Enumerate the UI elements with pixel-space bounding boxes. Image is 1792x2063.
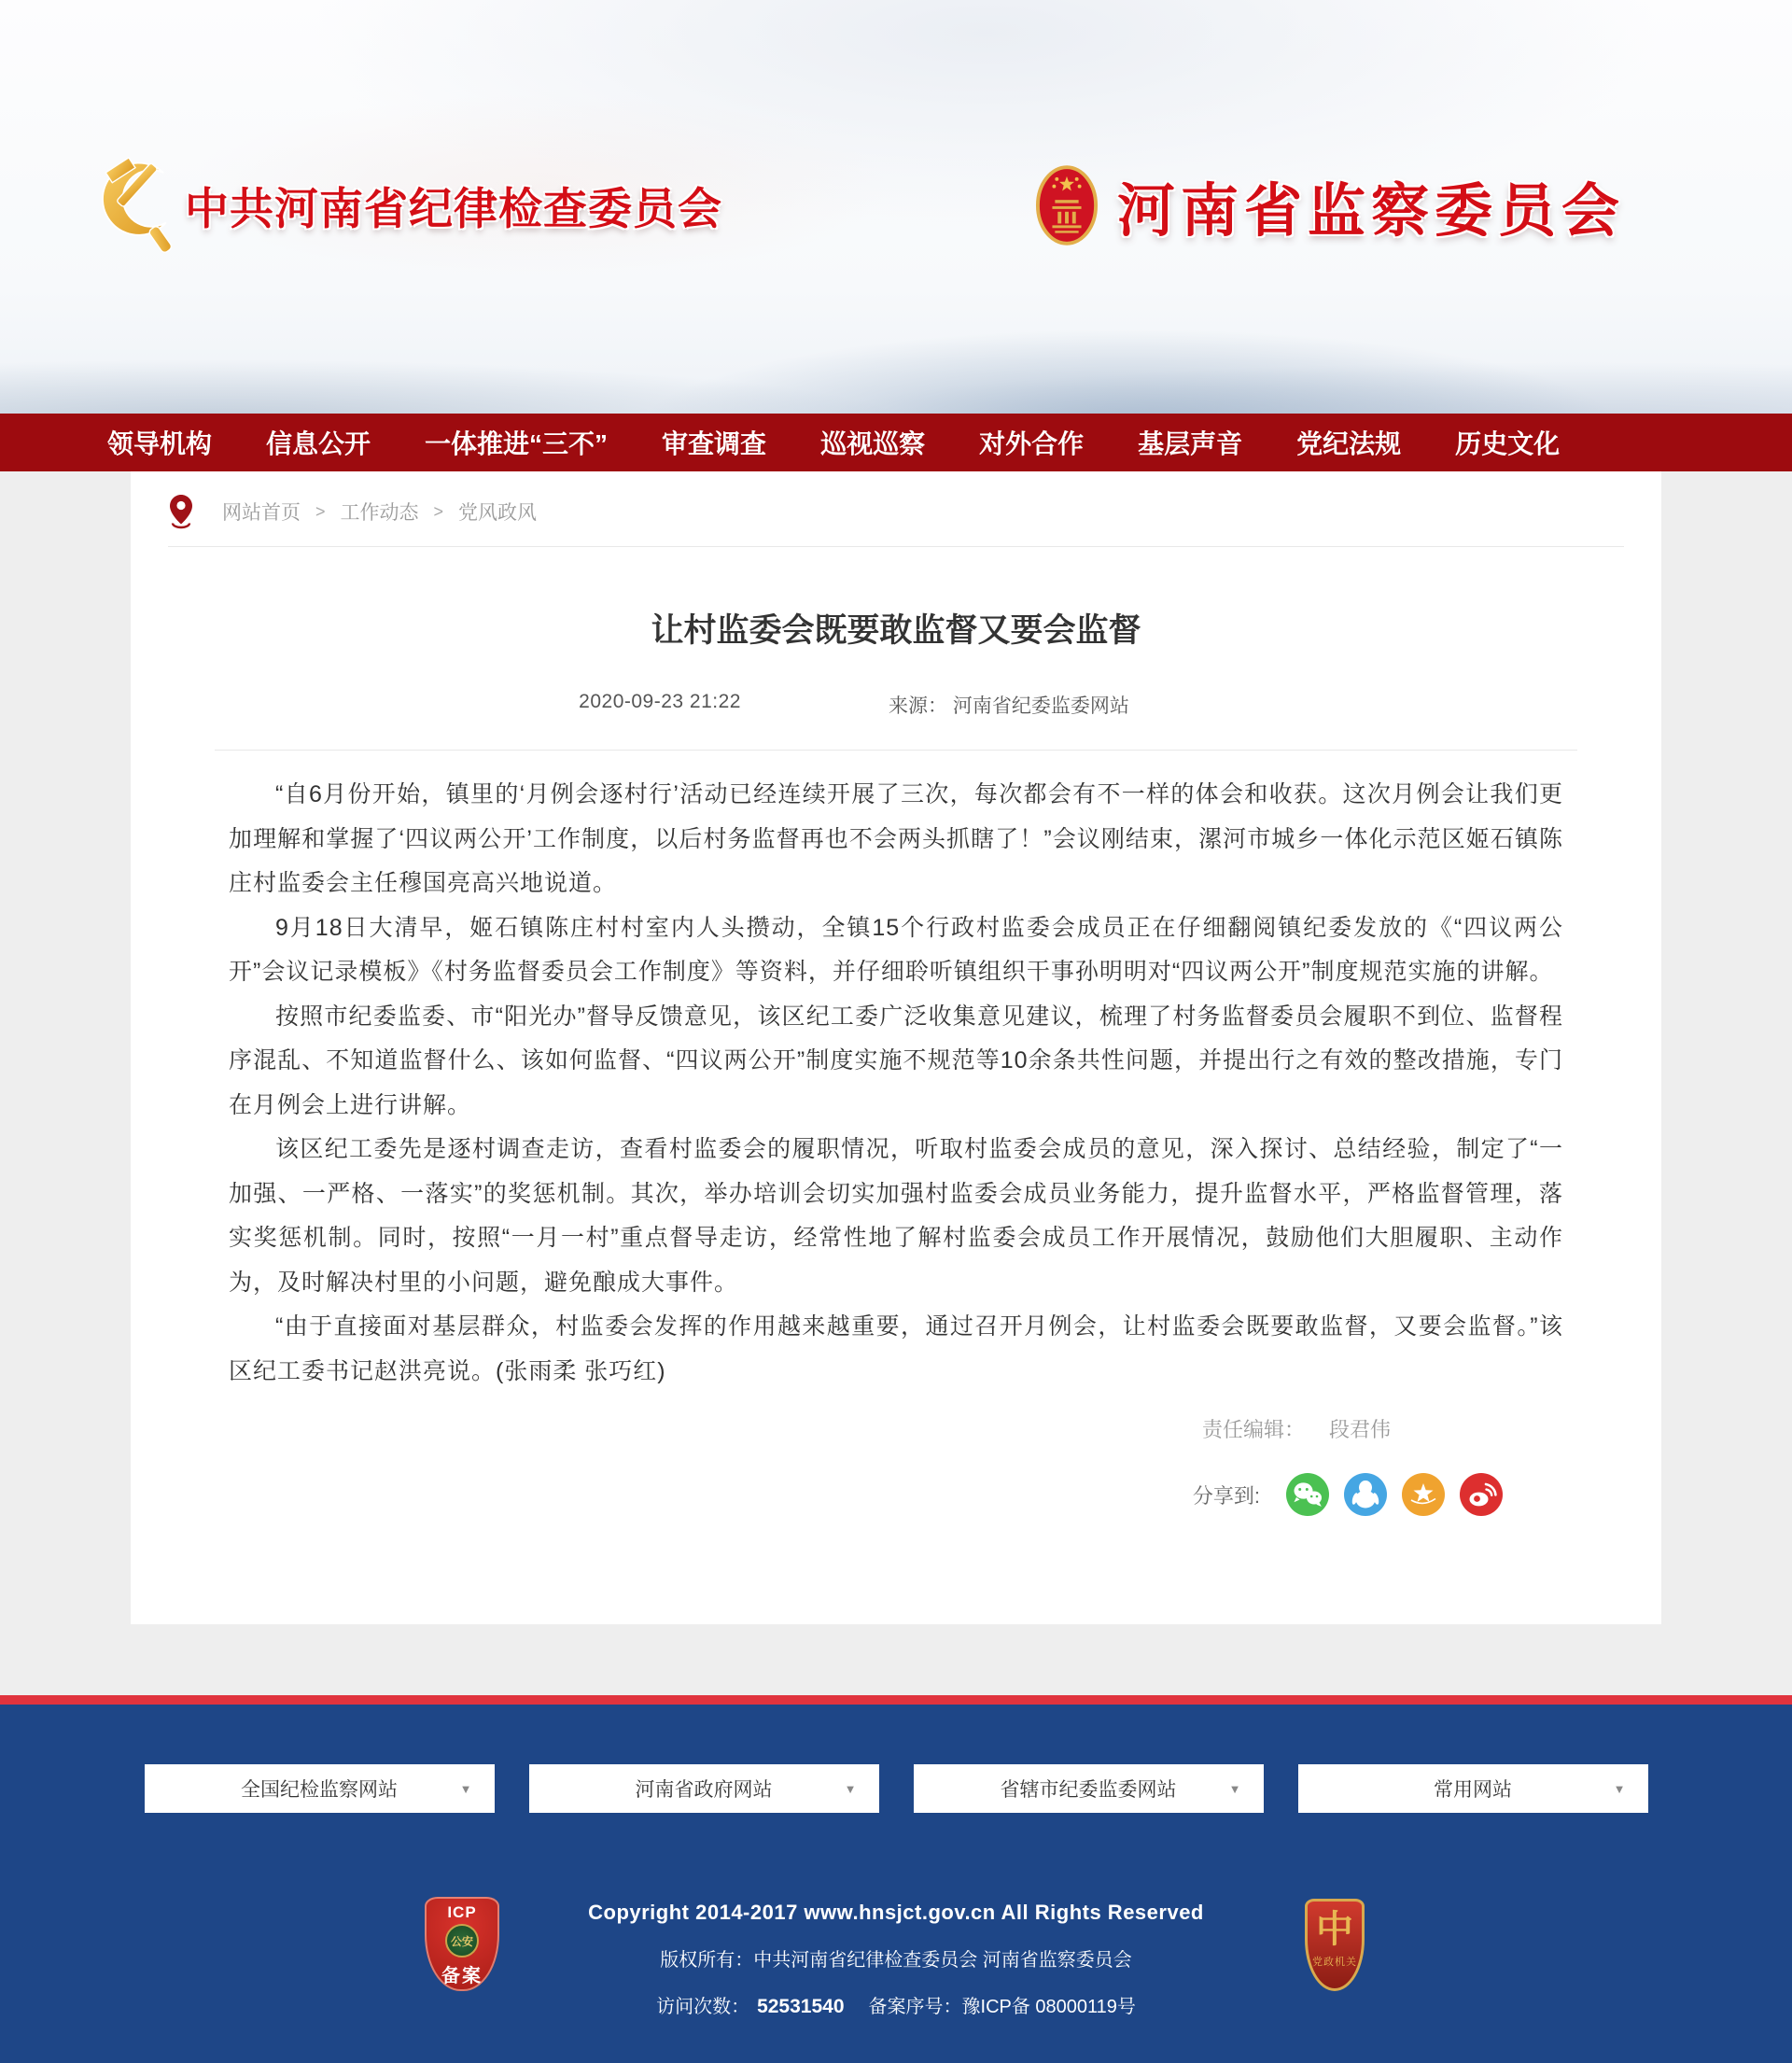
select-label: 常用网站 (1434, 1779, 1512, 1801)
icp-badge-police: 公安 (445, 1924, 479, 1958)
article-paragraph: “自6月份开始，镇里的‘月例会逐村行’活动已经连续开展了三次，每次都会有不一样的体会和收获。这次月例会让我们更加理解和掌握了‘四议两公开’工作制度，以后村务监督再也不会两头抓瞎了！”会议刚结束，漯河市城乡一体化示范区姬石镇陈庄村监委会主任穆国亮高兴地说道。 (229, 781, 1563, 896)
nav-item-review-investigation[interactable]: 审查调查 (662, 429, 767, 458)
article-date: 2020-09-23 21:22 (579, 691, 741, 712)
breadcrumb-work-news[interactable]: 工作动态 (340, 502, 419, 524)
copyright-block (0, 1901, 1792, 2018)
site-title-discipline-commission: 中共河南省纪律检查委员会 (185, 183, 722, 233)
national-emblem-icon (1035, 165, 1099, 246)
article-paragraph: 该区纪工委先是逐村调查走访，查看村监委会的履职情况，听取村监委会成员的意见，深入探讨、总结经验，制定了“一加强、一严格、一落实”的奖惩机制。其次，举办培训会切实加强村监委会成员业务能力，提升监督水平，严格监督管理，落实奖惩机制。同时，按照“一月一村”重点督导走访，经常性地了解村监委会成员工作开展情况，鼓励他们大胆履职、主动作为，及时解决村里的小问题，避免酿成大事件。 (229, 1136, 1563, 1296)
nav-item-grassroots[interactable]: 基层声音 (1138, 429, 1243, 458)
article-card (131, 471, 1661, 1624)
weibo-icon[interactable] (1460, 1473, 1503, 1516)
article-body (131, 751, 1661, 1394)
copyright-line-english: Copyright 2014-2017 www.hnsjct.gov.cn All Rights Reserved (588, 1901, 1204, 1924)
select-label: 全国纪检监察网站 (241, 1779, 398, 1801)
dropdown-arrow-icon (845, 1782, 857, 1796)
nav-item-info-disclosure[interactable]: 信息公开 (266, 429, 371, 458)
qzone-icon[interactable] (1402, 1473, 1445, 1516)
breadcrumb (131, 471, 1661, 529)
icp-badge-top: ICP (447, 1903, 477, 1921)
select-city-commission-sites[interactable] (914, 1764, 1264, 1813)
select-national-sites[interactable] (145, 1764, 495, 1813)
editor-label: 责任编辑： (1201, 1418, 1305, 1441)
icp-label: 备案序号： (868, 1997, 962, 2017)
dropdown-arrow-icon (460, 1782, 472, 1796)
nav-item-leadership[interactable]: 领导机构 (107, 429, 213, 458)
nav-item-party-discipline[interactable]: 党纪法规 (1296, 429, 1402, 458)
article-paragraph: 按照市纪委监委、市“阳光办”督导反馈意见，该区纪工委广泛收集意见建议，梳理了村务监督委员会履职不到位、监督程序混乱、不知道监督什么、该如何监督、“四议两公开”制度实施不规范等10余条共性问题，并提出行之有效的整改措施，专门在月例会上进行讲解。 (229, 1003, 1563, 1118)
editor-name: 段君伟 (1328, 1418, 1391, 1441)
breadcrumb-divider (168, 546, 1624, 547)
visits-count: 52531540 (757, 1996, 845, 2017)
footer-bottom (0, 1897, 1792, 2063)
breadcrumb-separator: > (433, 501, 444, 521)
wechat-icon[interactable] (1286, 1473, 1329, 1516)
share-bar (131, 1473, 1661, 1516)
qq-icon[interactable] (1344, 1473, 1387, 1516)
copyright-line-owner: 版权所有：中共河南省纪律检查委员会 河南省监察委员会 (660, 1950, 1132, 1971)
party-emblem-icon (90, 153, 175, 258)
site-banner (0, 0, 1792, 414)
banner-row (90, 140, 1625, 271)
article-source-value: 河南省纪委监委网站 (952, 695, 1129, 717)
nav-item-inspection[interactable]: 巡视巡察 (820, 429, 926, 458)
icp-badge-bottom: 备案 (441, 1966, 483, 1986)
breadcrumb-home[interactable]: 网站首页 (222, 502, 301, 524)
page-background (0, 471, 1792, 1695)
article-meta (89, 691, 1619, 719)
dropdown-arrow-icon (1229, 1782, 1241, 1796)
copyright-line-stats (0, 1991, 1792, 2018)
article-title: 让村监委会既要敢监督又要会监督 (651, 612, 1141, 649)
article-source (889, 691, 1129, 719)
footer (0, 1705, 1792, 2063)
select-label: 省辖市纪委监委网站 (1000, 1779, 1177, 1801)
editor-line (131, 1414, 1661, 1443)
site-title-supervisory-committee: 河南省监察委员会 (1117, 178, 1626, 244)
visits-label: 访问次数： (656, 1997, 750, 2017)
select-common-sites[interactable] (1298, 1764, 1648, 1813)
main-nav (0, 414, 1792, 471)
footer-link-selects (0, 1764, 1792, 1813)
nav-item-external-cooperation[interactable]: 对外合作 (979, 429, 1085, 458)
breadcrumb-party-conduct[interactable]: 党风政风 (458, 502, 538, 524)
share-label: 分享到: (1192, 1483, 1260, 1508)
gov-badge-emblem: 中 (1316, 1908, 1353, 1950)
breadcrumb-separator: > (315, 501, 326, 521)
select-label: 河南省政府网站 (635, 1779, 773, 1801)
gov-badge-label: 党政机关 (1312, 1957, 1357, 1968)
nav-item-history-culture[interactable]: 历史文化 (1455, 429, 1561, 458)
location-pin-icon (168, 494, 194, 529)
article-source-label: 来源： (888, 695, 947, 717)
select-provincial-gov-sites[interactable] (529, 1764, 879, 1813)
footer-red-divider (0, 1695, 1792, 1705)
article-paragraph: “由于直接面对基层群众，村监委会发挥的作用越来越重要，通过召开月例会，让村监委会既要敢监督，又要会监督。”该区纪工委书记赵洪亮说。(张雨柔 张巧红) (229, 1313, 1563, 1384)
article-paragraph: 9月18日大清早，姬石镇陈庄村村室内人头攒动，全镇15个行政村监委会成员正在仔细翻阅镇纪委发放的《“四议两公开”会议记录模板》《村务监督委员会工作制度》等资料，并仔细聆听镇组织干事孙明明对“四议两公开”制度规范实施的讲解。 (229, 914, 1563, 985)
dropdown-arrow-icon (1614, 1782, 1626, 1796)
icp-number: 豫ICP备 08000119号 (961, 1997, 1136, 2017)
nav-item-three-nos[interactable]: 一体推进“三不” (425, 429, 609, 458)
